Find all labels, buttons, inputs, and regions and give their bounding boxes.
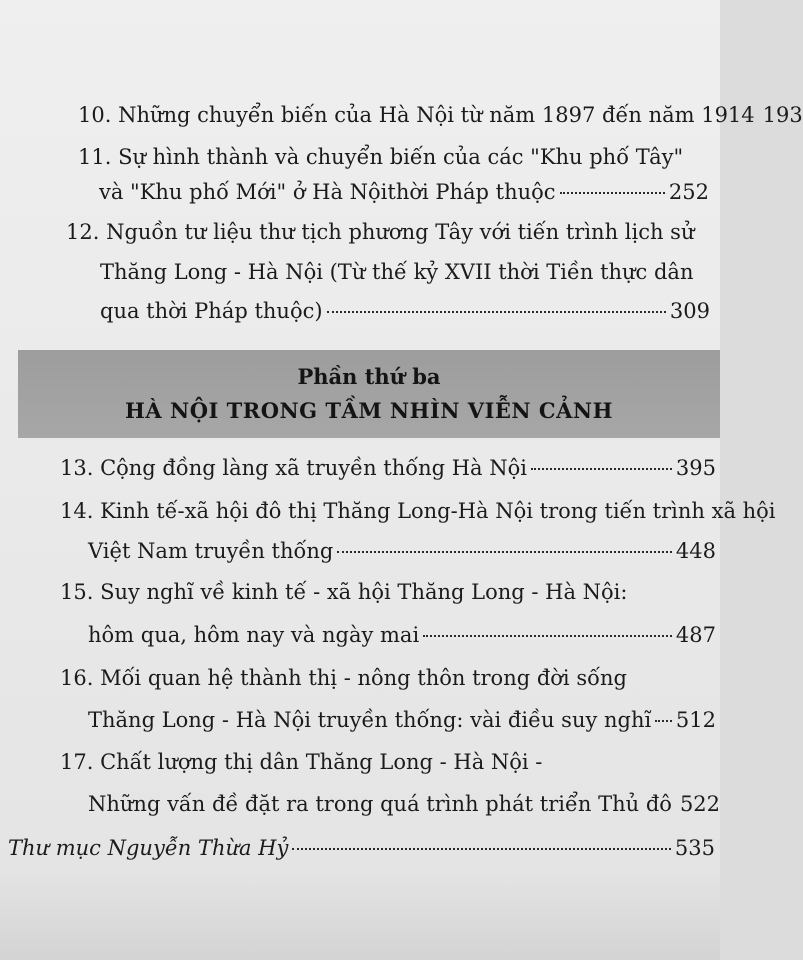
dot-leader: [327, 311, 666, 313]
toc-page-number: 309: [669, 299, 710, 323]
toc-entry-title: Thư mục Nguyễn Thừa Hỷ: [8, 836, 289, 860]
toc-entry-16-line1: 16. Mối quan hệ thành thị - nông thôn trong đời sống: [60, 666, 627, 690]
toc-entry-12: [100, 297, 710, 325]
section-header-band: [18, 350, 720, 438]
dot-leader: [531, 468, 672, 470]
toc-entry-title: Những vấn đề đặt ra trong quá trình phát triển Thủ đô: [88, 792, 672, 816]
toc-entry-14: [88, 537, 716, 565]
toc-entry-13: [60, 454, 716, 482]
toc-entry-17: [88, 790, 721, 818]
dot-leader: [560, 192, 665, 194]
page-shadow: [0, 870, 720, 960]
section-label: Phần thứ ba: [297, 364, 441, 389]
toc-page-number: 252: [668, 180, 709, 204]
toc-entry-12-line1: 12. Nguồn tư liệu thư tịch phương Tây với tiến trình lịch sử: [66, 220, 695, 244]
toc-entry-title: và "Khu phố Mới" ở Hà Nộithời Pháp thuộc: [99, 180, 556, 204]
toc-entry-11-line1: 11. Sự hình thành và chuyển biến của các "Khu phố Tây": [78, 145, 684, 169]
toc-page-number: 395: [675, 456, 716, 480]
toc-entry-title: hôm qua, hôm nay và ngày mai: [88, 623, 420, 647]
toc-entry-title: qua thời Pháp thuộc): [100, 299, 323, 323]
toc-entry-16: [88, 706, 716, 734]
toc-page-number: 522: [679, 792, 721, 816]
toc-bibliography: [8, 834, 715, 862]
dot-leader: [655, 720, 672, 722]
toc-page-number: 193: [762, 103, 803, 127]
toc-entry-14-line1: 14. Kinh tế-xã hội đô thị Thăng Long-Hà Nội trong tiến trình xã hội: [60, 499, 776, 523]
toc-entry-title: 13. Cộng đồng làng xã truyền thống Hà Nội: [60, 456, 527, 480]
toc-page-number: 535: [674, 836, 715, 860]
dot-leader: [292, 848, 671, 850]
toc-entry-title: Việt Nam truyền thống: [88, 539, 334, 563]
dot-leader: [337, 551, 672, 553]
toc-entry-10: [78, 101, 803, 129]
toc-entry-15: [88, 621, 716, 649]
toc-entry-15-line1: 15. Suy nghĩ về kinh tế - xã hội Thăng Long - Hà Nội:: [60, 580, 628, 604]
toc-entry-title: Thăng Long - Hà Nội truyền thống: vài điều suy nghĩ: [88, 708, 652, 732]
dot-leader: [423, 635, 672, 637]
toc-entry-12-line2: Thăng Long - Hà Nội (Từ thế kỷ XVII thời Tiền thực dân: [100, 260, 694, 284]
toc-page-number: 487: [675, 623, 716, 647]
toc-entry-title: 10. Những chuyển biến của Hà Nội từ năm 1897 đến năm 1914: [78, 103, 755, 127]
section-title: HÀ NỘI TRONG TẦM NHÌN VIỄN CẢNH: [125, 398, 613, 423]
toc-entry-17-line1: 17. Chất lượng thị dân Thăng Long - Hà Nội -: [60, 750, 543, 774]
toc-page-number: 448: [675, 539, 716, 563]
toc-entry-11: [99, 178, 709, 206]
toc-page-number: 512: [675, 708, 716, 732]
